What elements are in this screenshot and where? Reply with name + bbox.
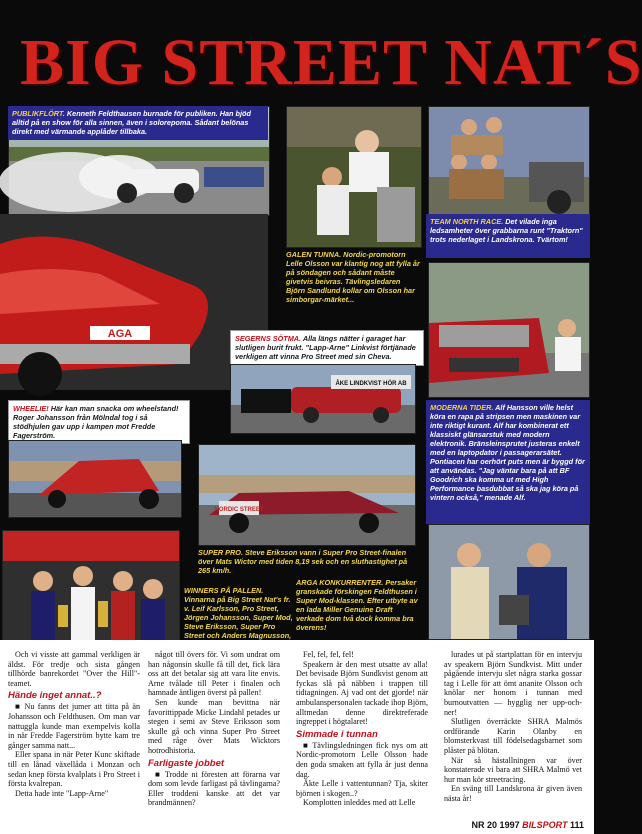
pontiac-image (429, 263, 589, 397)
paragraph: Komplotten inleddes med att Lelle (303, 798, 416, 808)
paragraph: ■ Tävlingsledningen fick nys om att Nordic-promotorn Lelle Olsson hade den goda smaken att fylla år just denna dag. (296, 740, 428, 779)
magazine-brand: BILSPORT (522, 820, 568, 830)
car-door-text: NORDIC STREET (214, 507, 264, 513)
galen-tunna-image (287, 107, 421, 247)
article-column-1 (8, 650, 140, 820)
page-number: 111 (569, 820, 584, 830)
paragraph: Sen kunde man bevittna när favorittippade Micke Lindahl petades ur stegen i semi av Steve Eriksson som skulle gå och vinna Super Pro Street med råge över Mats Wicktors hotrodhistoria. (148, 697, 280, 755)
caption-winners: WINNERS PÅ PALLEN. Vinnarna på Big Street Nat's fr. v. Leif Karlsson, Pro Street, Jörgen Johansson, Super Mod, Steve Eriksson, Super Pro Street och Anders Magnusson, (184, 586, 293, 640)
caption-wheelie: WHEELIE! Här kan man snacka om wheelstand! Roger Johansson från Mölndal tog i så stödhjulen gav upp i kampen mot Fredde Fagerström. (8, 400, 190, 444)
caption-segerns-sotma: SEGERNS SÖTMA. Alla längs nätter i garaget har slutligen burit frukt. "Lapp-Arne" Linkvist förtjänade verkligen att vinna Pro Street med sin Cheva. (230, 330, 424, 366)
arga-image (429, 525, 589, 639)
photo-team-north-race (428, 106, 590, 216)
cheva-image (231, 365, 415, 433)
photo-cheva (230, 364, 416, 434)
caption-arga: ARGA KONKURRENTER. Persaker granskade förskingen Feldthusen i Super Mod-klassen. Efter utbyte av en lada Miller Genuine Draft verkade dom två dock komma bra överens! (296, 578, 418, 632)
red-car-image (0, 214, 268, 390)
issue-number: NR 20 1997 (471, 820, 520, 830)
article-column-4 (444, 650, 582, 820)
paragraph: Slutligen överräckte SHRA Malmös ordförande Karin Olanby en blomsterkvast till födelsedagsbarnet som plåster på blötan. (444, 717, 582, 755)
wheelie-image (9, 441, 181, 517)
paragraph: Eller spana in när Peter Kunc skiftade till en lånad växellåda i Monzan och sedan knep första kvalplats i Pro Street i första kvalrepan. (8, 750, 140, 789)
caption-galen-tunna: GALEN TUNNA. Nordic-promotorn Lelle Olsson var klantig nog att fylla år på söndagen och sådant måste givetvis beivras. Tävlingsledaren Björn Sandlund kollar om Olsson har simborgar-märket... (286, 250, 420, 304)
subheading: Farligaste jobbet (148, 757, 225, 769)
paragraph: Åkte Lelle i vattentunnan? Tja, skiter björnen i skogen..? (296, 779, 428, 798)
photo-galen-tunna (286, 106, 422, 248)
paragraph: Detta hade inte "Lapp-Arne" (15, 788, 109, 798)
paragraph: Speakern är den mest utsatte av alla! Det bevisade Björn Sundkvist genom att fyckas slå på näbben i trappen till tidtagningen. Aj vad ont det gjorde! när ambulanspersonalen tackade ihop Björn, alltmedan denne direktreferade ingreppet i högtalaret! (296, 659, 428, 727)
caption-publikflort: PUBLIKFLÖRT. Kenneth Feldthausen burnade för publiken. Han bjöd alltid på en show för alla sinnen, även i solorepoma. Sådant belönas direkt med värmande applåder tillbaka. (8, 106, 268, 140)
sponsor-sign-text: ÅKE LINDKVIST HÖR AB (335, 381, 407, 387)
paragraph: Fel, fel, fel, fel! (303, 650, 354, 659)
team-north-race-image (429, 107, 589, 215)
page-title: BIG STREET NAT´S (20, 26, 642, 99)
paragraph: När så hästallningen var över konstaterade vi bara att SHRA Malmö vet hur man kör streetracing. (444, 755, 582, 784)
photo-pontiac (428, 262, 590, 398)
subheading: Simmade i tunnan (296, 728, 378, 740)
paragraph: ■ Trodde ni föresten att förarna var dom som levde farligast på tävlingarna? Eller troddeni kanske att det var brandmännen? (148, 769, 280, 808)
paragraph: Och vi visste att gammal verkligen är äldst. För tredje och sista gången tillhörde banrekordet "Over the Hill"-teamet. (8, 650, 140, 688)
super-pro-image (199, 445, 415, 545)
article-column-2 (148, 650, 280, 820)
caption-team-north-race: TEAM NORTH RACE. Det vilade inga ledsamheter över grabbarna runt "Traktorn" trots nederlaget i Landskrona. Tvärtom! (426, 214, 590, 258)
paragraph: något till övers för. Vi som undrat om han någonsin skulle få till det, fick lära oss att det betalar sig att vara lite envis. Arne tvålade till Peter i finalen och hamnade äntligen överst på pallen! (148, 650, 280, 698)
photo-wheelie (8, 440, 182, 518)
paragraph: lurades ut på startplattan för en intervju av speakern Björn Sundkvist. Mitt under pågående intervju slet några starka gossar tag i Lelle för att ömt ananite Olsson och knölar ner honom i tunnan med burnoutvatten — hygglig ner upp-och-ner! (444, 650, 582, 717)
car-logo-text: AGA (107, 328, 133, 340)
photo-super-pro (198, 444, 416, 546)
photo-red-car (0, 214, 268, 390)
photo-arga (428, 524, 590, 640)
caption-super-pro: SUPER PRO. Steve Eriksson vann i Super Pro Street-finalen över Mats Wictor med tiden 8,19 sek och en sluthastighet på 265 km/h. (198, 548, 408, 575)
article-column-3 (296, 650, 428, 820)
photo-winners (2, 530, 180, 642)
paragraph: En sväng till Landskrona är given även nästa år! (444, 784, 582, 803)
caption-moderna-tider: MODERNA TIDER. Alf Hansson ville helst köra en rapa på stripsen men maskinen var inte riktigt kurant. Alf har kombinerat ett klassiskt glänsarstuk med modern elektronik. Bränsleinsprutet justeras enkelt med en laptopdator i passagerarsätet. Pontiacen har oerhört puts men är byggd för att användas. "Jag väntar bara på att BF Goodrich ska komma ut med High Performance basdubbat så ska jag köra på vintern också," menade Alf. (426, 400, 590, 524)
subheading: Hände inget annat..? (8, 690, 102, 702)
paragraph: ■ Nu fanns det jumer att titta på än Johansson och Feldthusen. Om man var nattuggla kunde man exempelvis kolla in när Fredde Fagerström bytte kam tre gånger samma natt... (8, 702, 140, 750)
winners-image (3, 531, 179, 641)
page-footer (472, 820, 584, 830)
